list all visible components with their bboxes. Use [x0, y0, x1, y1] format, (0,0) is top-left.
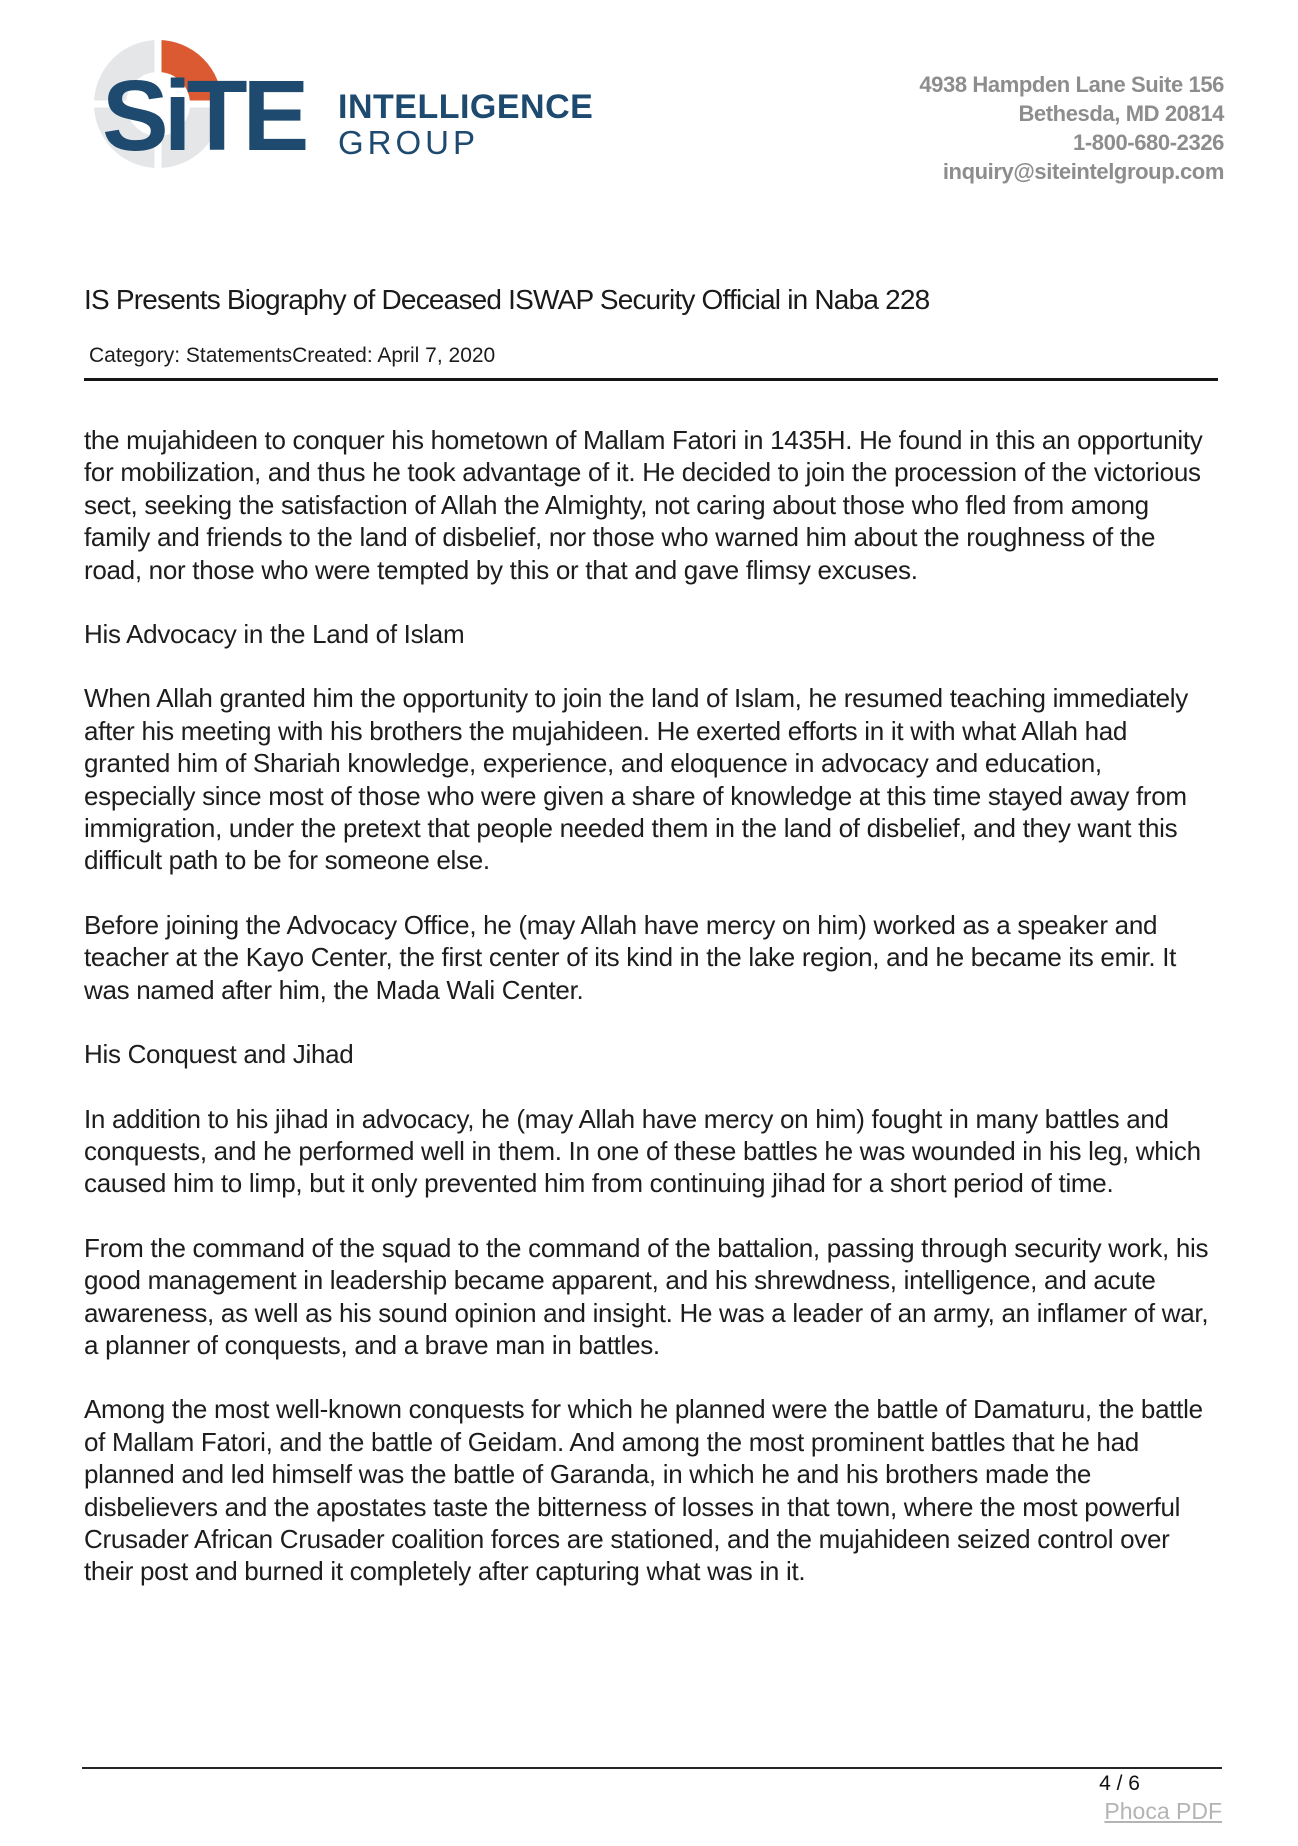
contact-address-line2: Bethesda, MD 20814	[1018, 101, 1224, 126]
section-heading: His Advocacy in the Land of Islam	[84, 619, 465, 650]
body-paragraph: In addition to his jihad in advocacy, he (may Allah have mercy on him) fought in many battles and conquests, and he performed well in them. In one of these battles he was wounded in his leg, which caused him to limp, but it only prevented him from continuing jihad for a short period of time.	[84, 1103, 1201, 1199]
article-meta	[84, 343, 1218, 369]
page-number: 4 / 6	[1099, 1772, 1140, 1795]
contact-block	[919, 70, 1224, 186]
site-intelligence-logo	[60, 26, 620, 176]
header-divider	[84, 378, 1218, 381]
category-label: Category: Statements	[89, 344, 293, 367]
contact-email: inquiry@siteintelgroup.com	[942, 159, 1224, 184]
page-title: IS Presents Biography of Deceased ISWAP Security Official in Naba 228	[84, 284, 930, 315]
contact-address-line1: 4938 Hampden Lane Suite 156	[919, 72, 1224, 97]
section-heading: His Conquest and Jihad	[84, 1039, 354, 1070]
article	[84, 283, 1218, 1620]
created-label: Created: April 7, 2020	[292, 344, 496, 367]
phoca-pdf-link[interactable]: Phoca PDF	[1104, 1798, 1222, 1824]
body-paragraph: the mujahideen to conquer his hometown of Mallam Fatori in 1435H. He found in this an opportunity for mobilization, and thus he took advantage of it. He decided to join the procession of the victorious sect, seeking the satisfaction of Allah the Almighty, not caring about those who fled from among family and friends to the land of disbelief, nor those who warned him about the roughness of the road, nor those who were tempted by this or that and gave flimsy excuses.	[84, 425, 1203, 585]
article-body	[84, 424, 1218, 1588]
brand-name: INTELLIGENCE	[338, 88, 594, 126]
footer-divider	[82, 1767, 1222, 1769]
body-paragraph: When Allah granted him the opportunity to join the land of Islam, he resumed teaching immediately after his meeting with his brothers the mujahideen. He exerted efforts in it with what Allah had granted him of Shariah knowledge, experience, and eloquence in advocacy and education, especially since most of those who were given a share of knowledge at this time stayed away from immigration, under the pretext that people needed them in the land of disbelief, and they want this difficult path to be for someone else.	[84, 683, 1188, 876]
logo-wordmark: SiTE	[102, 60, 305, 172]
body-paragraph: Before joining the Advocacy Office, he (may Allah have mercy on him) worked as a speaker and teacher at the Kayo Center, the first center of its kind in the lake region, and he became its emir. It was named after him, the Mada Wali Center.	[84, 909, 1177, 1005]
brand-subname: GROUP	[338, 124, 480, 161]
contact-phone: 1-800-680-2326	[1073, 130, 1224, 155]
body-paragraph: Among the most well-known conquests for which he planned were the battle of Damaturu, the battle of Mallam Fatori, and the battle of Geidam. And among the most prominent battles that he had planned and led himself was the battle of Garanda, in which he and his brothers made the disbelievers and the apostates taste the bitterness of losses in that town, where the most powerful Crusader African Crusader coalition forces are stationed, and the mujahideen seized control over their post and burned it completely after capturing what was in it.	[84, 1394, 1203, 1587]
body-paragraph: From the command of the squad to the command of the battalion, passing through security work, his good management in leadership became apparent, and his shrewdness, intelligence, and acute awareness, as well as his sound opinion and insight. He was a leader of an army, an inflamer of war, a planner of conquests, and a brave man in battles.	[84, 1232, 1209, 1360]
